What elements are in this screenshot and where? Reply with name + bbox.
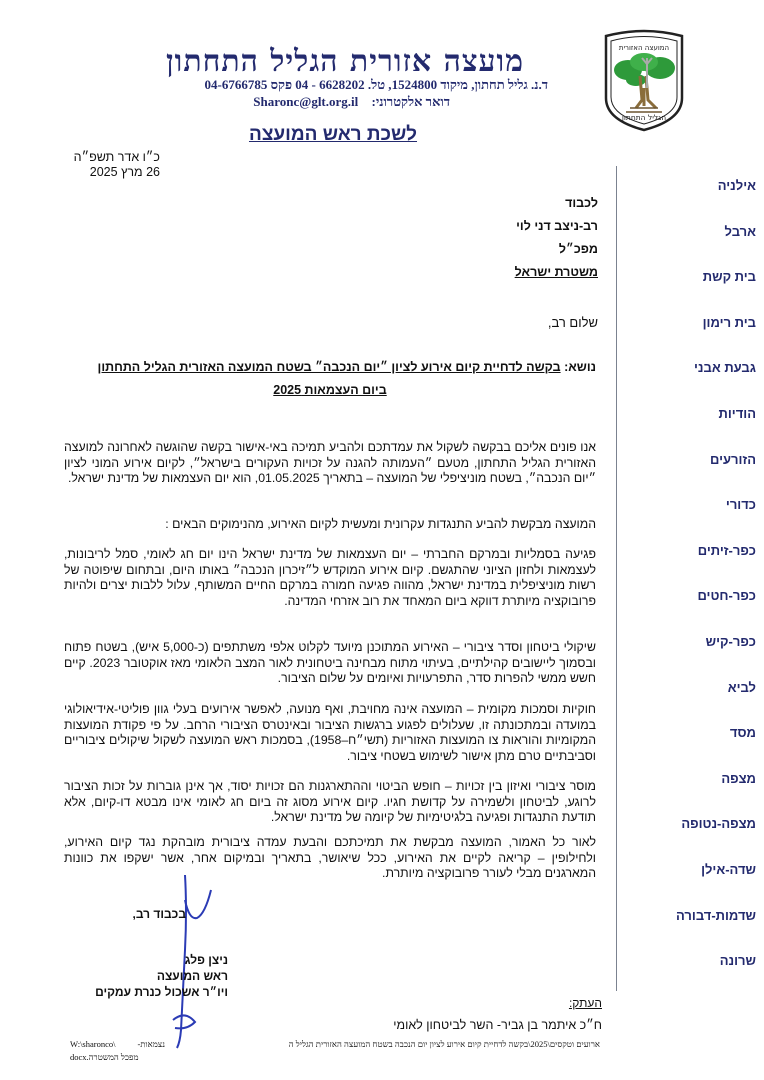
cc-label: העתק: (568, 996, 602, 1010)
footer-file-path-segment: נצמאות- (137, 1039, 165, 1049)
recipient-name: רב-ניצב דני לוי (516, 219, 598, 233)
sidebar-village: ארבל (724, 223, 756, 239)
sidebar-village: גבעת אבני (694, 360, 756, 376)
sidebar-divider (616, 166, 617, 991)
sidebar-village: כפר-זיתים (697, 542, 756, 558)
sidebar-village: הזורעים (709, 451, 756, 467)
reason-paragraph: פגיעה בסמליות ובמרקם החברתי – יום העצמאות של מדינת ישראל הינו יום חג לאומי, סמל לריבונות, לעצמאות ולחזון הציוני שהתגשם. קיום אירוע המוקדש ל״זיכרון הנכבה״ באותו היום, ובתחום שיפוטה של רשות מוניציפלית במדינת ישראל, מהווה פגיעה חמורה במרקם החיים המשותף, עלול ללבות יצרים ולהיות פרובוקציה מיותרת דווקא ביום המאחד את רוב אזרחי המדינה. (64, 547, 596, 608)
sidebar-village: שדמות-דבורה (676, 907, 756, 923)
date-hebrew: כ״ו אדר תשפ״ה (73, 150, 160, 164)
recipient-organization: משטרת ישראל (514, 265, 598, 279)
sidebar-village: כפר-חטים (697, 588, 756, 604)
sidebar-village: מצפה-נטופה (681, 816, 756, 832)
email-link[interactable]: Sharonc@glt.org.il (253, 94, 359, 109)
sidebar-village: הודיות (718, 406, 756, 421)
cc-recipient: ח״כ איתמר בן גביר- השר לביטחון לאומי (393, 1018, 602, 1032)
subject-line (64, 360, 596, 374)
body-intro: אנו פונים אליכם בבקשה לשקול את עמדתכם ולהביע תמיכה באי-אישור בקשה שהוגשה לאחרונה למועצה האזורית הגליל התחתון, מטעם ״העמותה להגנה על זכויות העקורים בישראל״, לקיום אירוע המוני לציון ״יום הנכבה״, בשטח מוניציפלי של המועצה – בתאריך 01.05.2025, הוא יום העצמאות של מדינת ישראל. (64, 440, 596, 486)
council-logo (600, 28, 688, 132)
signatory-name: ניצן פלג (184, 953, 228, 967)
recipient-honorific: לכבוד (565, 196, 598, 210)
sidebar-village: מסד (729, 725, 756, 741)
signatory-title: ראש המועצה (156, 969, 228, 983)
reason-paragraph: שיקולי ביטחון וסדר ציבורי – האירוע המתוכנן מיועד לקלוט אלפי משתתפים (כ-5,000 איש), בשטח פתוח ובסמוך ליישובים קהילתיים, בעיתוי מתוח מבחינה ביטחונית לאור המצב הלאומי מאז אוקטובר 2023. קיים חשש ממשי להפרות סדר, התפרעויות ואיומים על שלום הציבור. (64, 640, 597, 686)
organization-address: ד.נ. גליל תחתון, מיקוד 1524800, טל. 6628202 - 04 פקס 04-6766785 (204, 77, 548, 92)
office-title: לשכת ראש המועצה (248, 124, 418, 145)
greeting: שלום רב, (547, 315, 598, 330)
recipient-title: מפכ״ל (558, 242, 598, 256)
footer-file-name: מפכל המשטרה.docx (70, 1052, 139, 1062)
signatory-extra-title: ויו״ר אשכול כנרת עמקים (95, 985, 228, 999)
logo-text-top: המועצה האזורית (618, 44, 670, 52)
email-label: דואר אלקטרוני: (371, 94, 450, 109)
sidebar-village: לביא (727, 679, 756, 695)
sidebar-village: בית רימון (702, 314, 756, 330)
sidebar-village: בית קשת (702, 269, 756, 285)
footer-file-drive: W:\sharonco\ (70, 1039, 116, 1049)
body-conclusion: לאור כל האמור, המועצה מבקשת את תמיכתכם והבעת עמדה ציבורית מובהקת נגד קיום האירוע, ולחילופין – קריאה לקיים את האירוע, ככל שיאושר, בתאריך ובמיקום אחר, אשר ישקפו את כוונות המארגנים מבלי לעורר פרובוקציה מיותרת. (64, 835, 596, 881)
subject-text-2: ביום העצמאות 2025 (273, 383, 387, 397)
organization-email-line (220, 94, 450, 110)
date-gregorian: 26 מרץ 2025 (89, 165, 160, 179)
sidebar-village: שרונה (719, 953, 756, 969)
sidebar-village: מצפה (721, 770, 756, 786)
subject-line-2 (64, 383, 596, 397)
organization-title: מועצה אזורית הגליל התחתון (166, 44, 524, 79)
logo-text-bottom: הגליל התחתון (621, 113, 667, 122)
reason-paragraph: מוסר ציבורי ואיזון בין זכויות – חופש הביטוי וההתארגנות הם זכויות יסוד, אך אינן גוברות על זכות הציבור לרוגע, לביטחון ולשמירה על קדושת חגיו. קיום אירוע מסוג זה ביום חג לאומי אינו מבטא דו-קיום, אלא תודעת התנגדות ופגיעה בלגיטימיות של קיומה של מדינת ישראל. (64, 779, 596, 825)
subject-label: נושא: (564, 360, 596, 374)
sidebar-village: שדה-אילן (701, 862, 756, 877)
body-objection-intro: המועצה מבקשת להביע התנגדות עקרונית ומעשית לקיום האירוע, מהנימוקים הבאים : (165, 517, 596, 531)
sidebar-village: אילניה (717, 178, 756, 193)
footer-file-path: ארועים וטקסים\2025\בקשה לדחיית קיום אירוע לציון יום הנכבה בשטח המועצה האזורית הגליל ה (288, 1039, 600, 1049)
sidebar-village: כדורי (725, 497, 756, 513)
subject-text: בקשה לדחיית קיום אירוע לציון ״יום הנכבה״ בשטח המועצה האזורית הגליל התחתון (97, 360, 561, 374)
signature-closing: בכבוד רב, (132, 907, 186, 921)
sidebar-village: כפר-קיש (705, 634, 756, 649)
reason-paragraph: חוקיות וסמכות מקומית – המועצה אינה מחויבת, ואף מנועה, לאפשר אירועים בעלי גוון פוליטי-אידיאולוגי במועדה ובמתכונתה זו, שעלולים לפגוע ברגשות הציבור ובאינטרס הציבורי הרחב. על פי פקודת המועצות המקומיות והוראות צו המועצות האזוריות (תשי״ח–1958), בסמכות ראש המועצה לשקול שיקולים ציבוריים וסביבתיים טרם מתן אישור לשימוש בשטחי ציבור. (64, 702, 597, 763)
